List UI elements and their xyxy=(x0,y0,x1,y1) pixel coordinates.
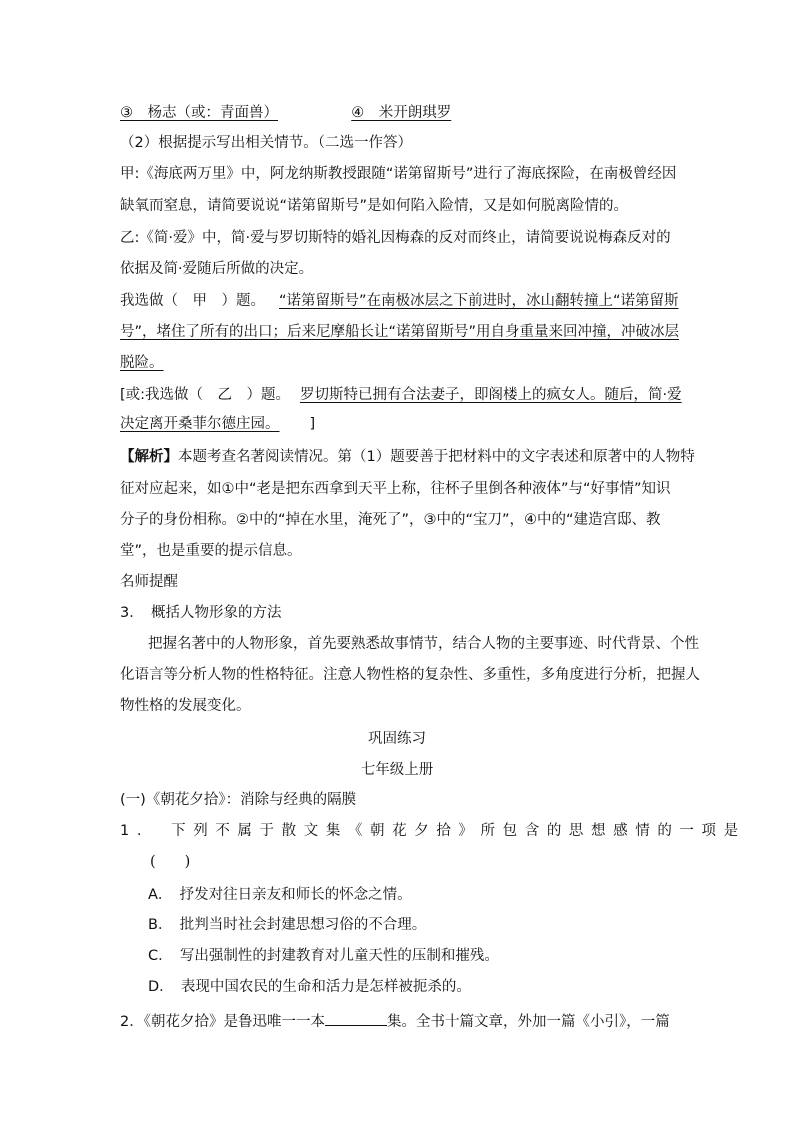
tips-para-line3: 物性格的发展变化。 xyxy=(120,698,251,714)
analysis-text-1: 本题考查名著阅读情况。第（1）题要善于把材料中的文字表述和原著中的人物特 xyxy=(178,449,695,465)
answer-item-3: ③ 杨志（或：青面兽） xyxy=(120,105,278,121)
option-yi-line1: 乙:《简·爱》中，简·爱与罗切斯特的婚礼因梅森的反对而终止，请简要说说梅森反对的 xyxy=(120,230,671,246)
analysis-line3: 分子的身份相称。②中的“掉在水里，淹死了”，③中的“宝刀”，④中的“建造宫邸、教 xyxy=(120,512,661,528)
choose-jia-answer-1: “诺第留斯号”在南极冰层之下前进时，冰山翻转撞上“诺第留斯 xyxy=(279,293,679,309)
practice-title: 巩固练习 xyxy=(368,731,426,747)
choose-jia-answer-3: 脱险。 xyxy=(120,355,164,371)
tips-heading: 3． 概括人物形象的方法 xyxy=(120,605,282,621)
choose-yi-close: ] xyxy=(309,416,316,432)
q1-stem: 1. 下列不属于散文集《朝花夕拾》所包含的思想感情的一项是 xyxy=(120,823,746,839)
analysis-line1 xyxy=(120,447,695,467)
practice-grade: 七年级上册 xyxy=(360,762,434,778)
question-2-prompt: （2）根据提示写出相关情节。（二选一作答） xyxy=(120,135,412,151)
q1-option-a: A． 抒发对往日亲友和师长的怀念之情。 xyxy=(148,887,412,903)
choose-yi-line2 xyxy=(120,414,315,434)
choose-yi-line1 xyxy=(120,385,682,405)
choose-jia-answer-2: 号”，堵住了所有的出口；后来尼摩船长让“诺第留斯号”用自身重量来回冲撞，冲破冰层 xyxy=(120,324,680,340)
q1-option-d: D． 表现中国农民的生命和活力是怎样被扼杀的。 xyxy=(148,979,471,995)
option-jia-line2: 缺氧而窒息，请简要说说“诺第留斯号”是如何陷入险情，又是如何脱离险情的。 xyxy=(120,198,629,214)
choose-jia-line1 xyxy=(120,291,679,311)
q2-text-2: 集。全书十篇文章，外加一篇《小引》，一篇 xyxy=(386,1014,670,1030)
q1-option-b: B． 批判当时社会封建思想习俗的不合理。 xyxy=(148,917,427,933)
choose-jia-prefix: 我选做（ 甲 ）题。 xyxy=(120,293,265,309)
choose-yi-answer-1: 罗切斯特已拥有合法妻子，即阁楼上的疯女人。随后，简·爱 xyxy=(300,387,682,403)
answer-item-4 xyxy=(351,103,571,123)
option-yi-line2: 依据及简·爱随后所做的决定。 xyxy=(120,261,314,277)
choose-yi-answer-2: 决定离开桑菲尔德庄园。 xyxy=(120,416,280,432)
option-jia-line1: 甲:《海底两万里》中，阿龙纳斯教授跟随“诺第留斯号”进行了海底探险，在南极曾经因 xyxy=(120,166,677,182)
q1-answer-paren: ( ) xyxy=(150,854,191,870)
answer-row-3-4 xyxy=(120,103,571,123)
answer-item-4-text: ④ 米开朗琪罗 xyxy=(351,105,452,121)
analysis-tag: 【解析】 xyxy=(120,449,178,465)
analysis-line2: 征对应起来，如①中“老是把东西拿到天平上称，往杯子里倒各种液体”与“好事情”知识 xyxy=(120,481,671,497)
practice-section-1: (一)《朝花夕拾》：消除与经典的隔膜 xyxy=(120,792,357,808)
q2-line xyxy=(120,1009,670,1032)
q2-blank xyxy=(325,1009,387,1026)
tips-title: 名师提醒 xyxy=(120,574,178,590)
tips-para-line1: 把握名著中的人物形象，首先要熟悉故事情节，结合人物的主要事迹、时代背景、个性 xyxy=(148,636,699,652)
choose-jia-line3 xyxy=(120,353,178,373)
tips-para-line2: 化语言等分析人物的性格特征。注意人物性格的复杂性、多重性，多角度进行分析，把握人 xyxy=(120,667,700,683)
choose-yi-prefix: [或:我选做（ 乙 ）题。 xyxy=(120,387,291,403)
q1-option-c: C． 写出强制性的封建教育对儿童天性的压制和摧残。 xyxy=(148,948,499,964)
analysis-line4: 堂”，也是重要的提示信息。 xyxy=(120,543,302,559)
q2-text-1: 2．《朝花夕拾》是鲁迅唯一一本 xyxy=(120,1014,325,1030)
